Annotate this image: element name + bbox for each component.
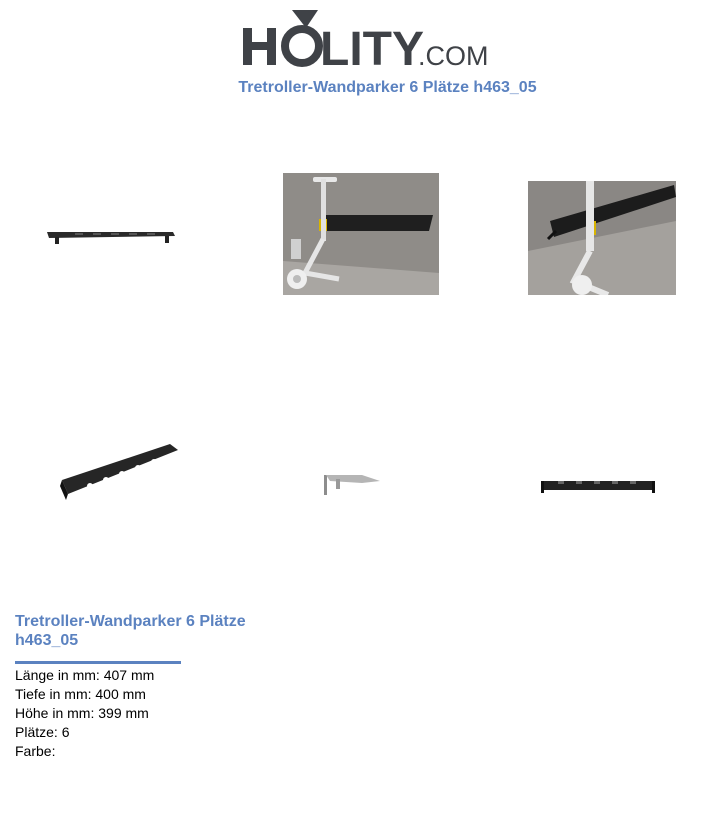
spec-places: Plätze: 6 (15, 724, 70, 740)
product-image-perspective (60, 442, 180, 504)
spec-length: Länge in mm: 407 mm (15, 667, 155, 683)
logo-text: LITY (320, 23, 424, 68)
product-image-top (540, 478, 656, 494)
spec-list (15, 666, 154, 761)
spec-height: Höhe in mm: 399 mm (15, 705, 149, 721)
product-photo-with-scooter (283, 173, 439, 295)
product-image-side (322, 471, 382, 497)
spec-depth: Tiefe in mm: 400 mm (15, 686, 146, 702)
logo-suffix: .COM (418, 41, 489, 68)
product-photo-closeup (528, 181, 676, 295)
product-title: Tretroller-Wandparker 6 Plätze h463_05 (15, 613, 246, 649)
spec-color: Farbe: (15, 743, 56, 759)
product-image-front (45, 226, 177, 246)
holity-logo (240, 8, 490, 68)
page-title: Tretroller-Wandparker 6 Plätze h463_05 (238, 79, 537, 96)
divider (15, 661, 181, 664)
